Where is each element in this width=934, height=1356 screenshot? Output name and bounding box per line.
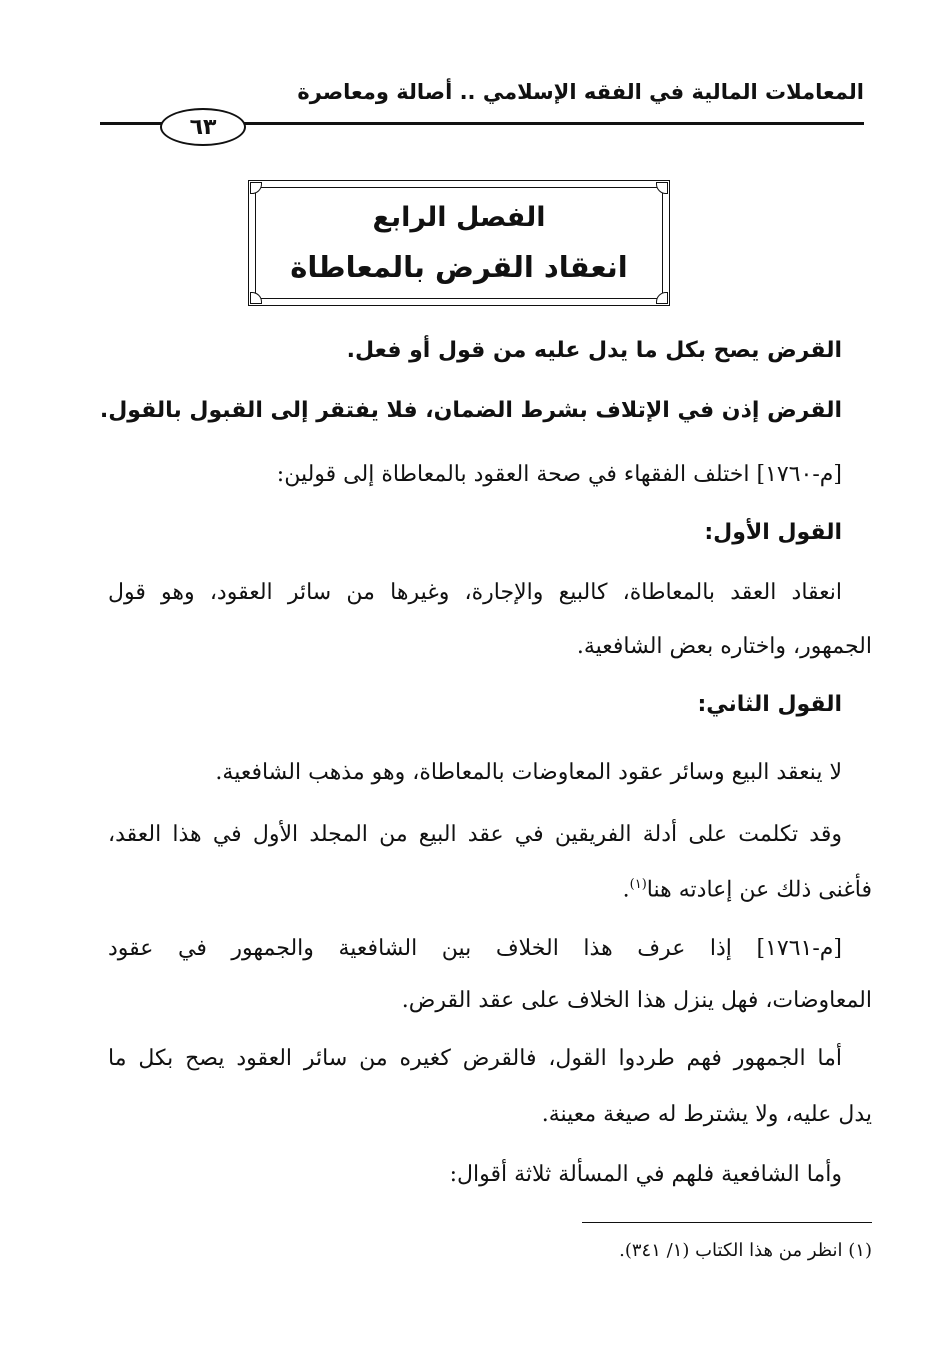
frame-corner-ornament: [250, 182, 262, 194]
majority-view-line-2: يدل عليه، ولا يشترط له صيغة معينة.: [541, 1102, 872, 1127]
running-header: المعاملات المالية في الفقه الإسلامي .. أصالة ومعاصرة: [297, 80, 864, 104]
first-opinion-line-1: انعقاد العقد بالمعاطاة، كالبيع والإجارة، وغيرها من سائر العقود، وهو قول: [108, 580, 842, 605]
page-number: ٦٣: [160, 108, 246, 146]
second-opinion-text: لا ينعقد البيع وسائر عقود المعاوضات بالمعاطاة، وهو مذهب الشافعية.: [215, 760, 842, 785]
paragraph-discussion-text: فأغنى ذلك عن إعادته هنا: [646, 877, 872, 903]
paragraph-discussion-line-2: [623, 870, 872, 905]
heading-second-opinion: القول الثاني:: [697, 692, 842, 717]
frame-corner-ornament: [656, 182, 668, 194]
rule-statement-2: القرض إذن في الإتلاف بشرط الضمان، فلا يفتقر إلى القبول بالقول.: [99, 398, 842, 423]
footnote-reference[interactable]: (١): [629, 877, 647, 892]
rule-statement-1: القرض يصح بكل ما يدل عليه من قول أو فعل.: [346, 338, 842, 363]
chapter-subtitle: انعقاد القرض بالمعاطاة: [290, 250, 628, 284]
frame-corner-ornament: [250, 292, 262, 304]
first-opinion-line-2: الجمهور، واختاره بعض الشافعية.: [576, 634, 872, 659]
footnote-rule: [582, 1222, 872, 1223]
paragraph-discussion-period: .: [622, 877, 630, 903]
frame-corner-ornament: [656, 292, 668, 304]
heading-first-opinion: القول الأول:: [704, 520, 842, 545]
shafii-view-intro: وأما الشافعية فلهم في المسألة ثلاثة أقوال:: [449, 1162, 842, 1187]
majority-view-line-1: أما الجمهور فهم طردوا القول، فالقرض كغيره من سائر العقود يصح بكل ما: [108, 1046, 842, 1071]
issue-paragraph-1760: [م-١٧٦٠] اختلف الفقهاء في صحة العقود بالمعاطاة إلى قولين:: [276, 462, 842, 487]
issue-paragraph-1761-line-2: المعاوضات، فهل ينزل هذا الخلاف على عقد القرض.: [401, 988, 872, 1013]
paragraph-discussion-line-1: وقد تكلمت على أدلة الفريقين في عقد البيع من المجلد الأول في هذا العقد،: [108, 822, 842, 847]
chapter-title-inner-border: [255, 187, 663, 299]
footnote-1: (١) انظر من هذا الكتاب (١/ ٣٤١).: [619, 1240, 872, 1261]
chapter-title-frame: [248, 180, 670, 306]
issue-paragraph-1761-line-1: [م-١٧٦١] إذا عرف هذا الخلاف بين الشافعية والجمهور في عقود: [108, 936, 842, 961]
chapter-title: الفصل الرابع: [372, 202, 546, 233]
